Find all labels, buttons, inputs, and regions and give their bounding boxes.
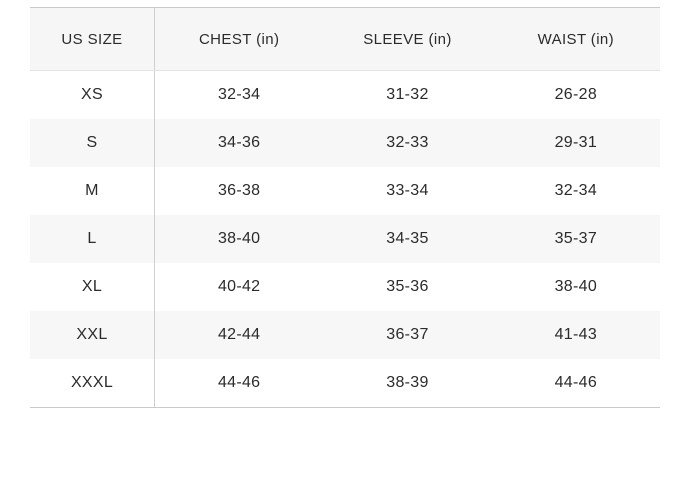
chest-cell: 34-36 [217, 134, 261, 151]
sleeve-cell: 32-33 [386, 134, 429, 151]
chest-cell: 32-34 [217, 86, 261, 103]
chest-cell: 38-40 [217, 230, 261, 247]
sleeve-cell: 33-34 [386, 182, 429, 199]
waist-cell: 44-46 [554, 374, 598, 391]
table-row-l [30, 215, 660, 263]
size-cell: S [30, 119, 155, 167]
table-row-xs [30, 71, 660, 119]
waist-cell: 35-37 [554, 230, 598, 247]
size-cell: XL [30, 263, 155, 311]
waist-cell: 29-31 [554, 134, 598, 151]
sleeve-cell: 34-35 [386, 230, 429, 247]
sleeve-cell: 38-39 [386, 374, 429, 391]
waist-cell: 38-40 [554, 278, 598, 295]
table-row-xxl [30, 311, 660, 359]
table-row-m [30, 167, 660, 215]
chest-cell: 40-42 [217, 278, 261, 295]
column-header-chest: CHEST (in) [198, 30, 280, 48]
column-header-us-size: US SIZE [30, 8, 155, 70]
sleeve-cell: 35-36 [386, 278, 429, 295]
chest-cell: 44-46 [217, 374, 261, 391]
table-row-s [30, 119, 660, 167]
size-cell: XXL [30, 311, 155, 359]
waist-cell: 41-43 [554, 326, 598, 343]
table-row-xxxl [30, 359, 660, 407]
size-cell: L [30, 215, 155, 263]
table-header-row [30, 8, 660, 71]
waist-cell: 32-34 [554, 182, 598, 199]
column-header-waist: WAIST (in) [537, 30, 615, 48]
chest-cell: 36-38 [217, 182, 261, 199]
size-cell: XXXL [30, 359, 155, 407]
column-header-sleeve: SLEEVE (in) [363, 30, 452, 48]
size-cell: M [30, 167, 155, 215]
sleeve-cell: 31-32 [386, 86, 429, 103]
waist-cell: 26-28 [554, 86, 598, 103]
size-chart-table [30, 7, 660, 408]
sleeve-cell: 36-37 [386, 326, 429, 343]
chest-cell: 42-44 [217, 326, 261, 343]
table-row-xl [30, 263, 660, 311]
size-cell: XS [30, 71, 155, 119]
